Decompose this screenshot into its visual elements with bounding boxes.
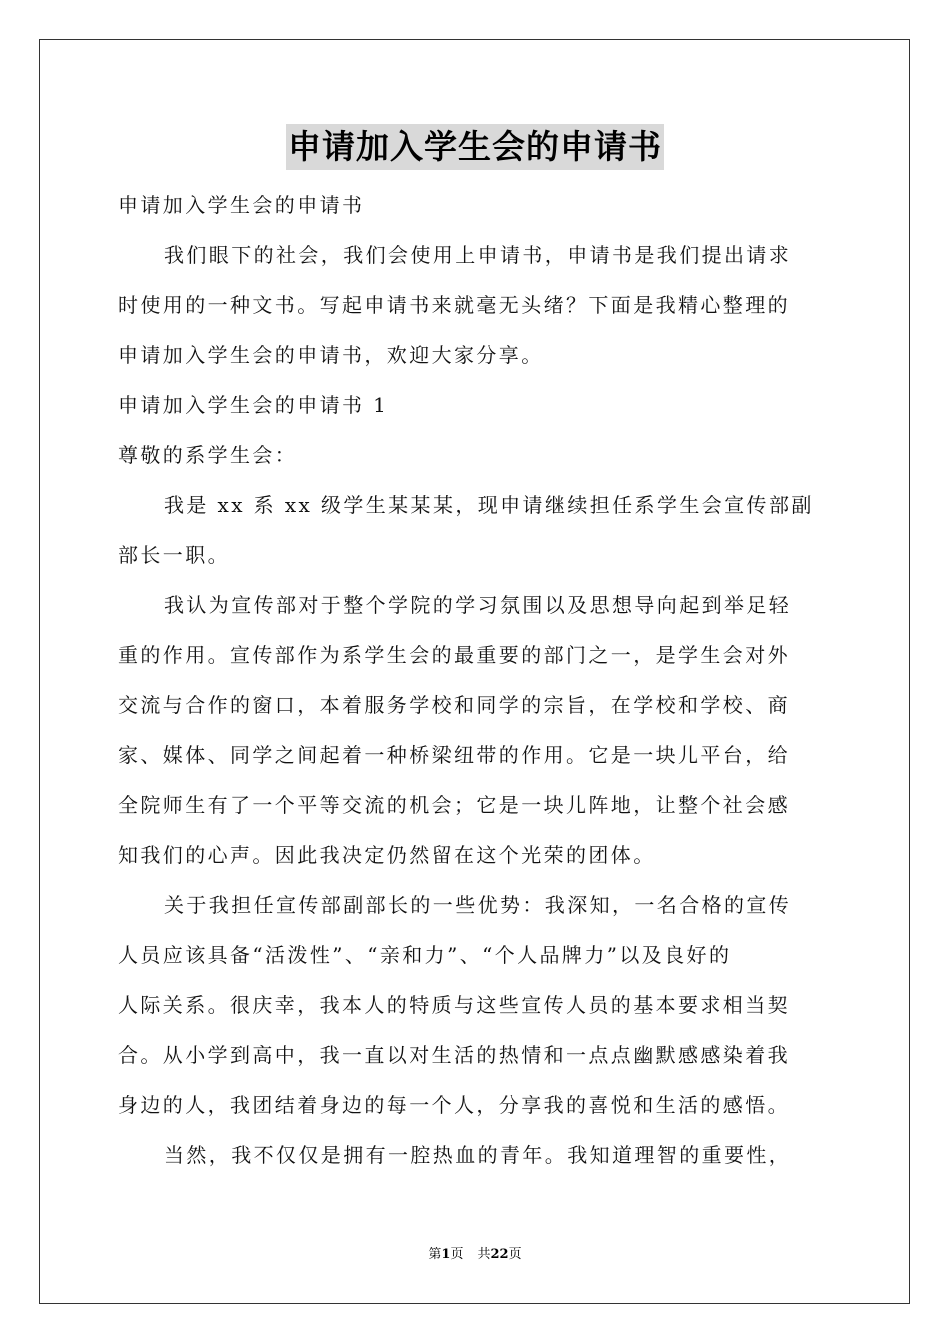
paragraph-line: 交流与合作的窗口，本着服务学校和同学的宗旨，在学校和学校、商 — [118, 693, 790, 717]
document-body — [118, 180, 834, 1180]
section-heading: 申请加入学生会的申请书 1 — [118, 393, 389, 417]
paragraph-line: 人际关系。很庆幸，我本人的特质与这些宣传人员的基本要求相当契 — [118, 993, 790, 1017]
paragraph-line: 部长一职。 — [118, 543, 230, 567]
paragraph-line: 人员应该具备“活泼性”、“亲和力”、“个人品牌力”以及良好的 — [118, 943, 732, 967]
page-prefix: 第 — [428, 1247, 442, 1262]
paragraph-line: 时使用的一种文书。写起申请书来就毫无头绪？下面是我精心整理的 — [118, 293, 790, 317]
paragraph-line: 知我们的心声。因此我决定仍然留在这个光荣的团体。 — [118, 843, 656, 867]
document-title: 申请加入学生会的申请书 — [286, 124, 664, 170]
salutation-line: 尊敬的系学生会： — [118, 443, 298, 467]
paragraph-line: 我认为宣传部对于整个学院的学习氛围以及思想导向起到举足轻 — [164, 593, 792, 617]
paragraph-line: 关于我担任宣传部副部长的一些优势：我深知，一名合格的宣传 — [164, 893, 792, 917]
paragraph-line: 重的作用。宣传部作为系学生会的最重要的部门之一，是学生会对外 — [118, 643, 790, 667]
paragraph-line: 申请加入学生会的申请书，欢迎大家分享。 — [118, 343, 544, 367]
paragraph-line: 我们眼下的社会，我们会使用上申请书，申请书是我们提出请求 — [164, 243, 792, 267]
paragraph-line: 全院师生有了一个平等交流的机会；它是一块儿阵地，让整个社会感 — [118, 793, 790, 817]
page-suffix: 页 — [450, 1247, 464, 1262]
paragraph-line: 合。从小学到高中，我一直以对生活的热情和一点点幽默感感染着我 — [118, 1043, 790, 1067]
paragraph-line: 家、媒体、同学之间起着一种桥梁纽带的作用。它是一块儿平台，给 — [118, 743, 790, 767]
total-suffix: 页 — [508, 1247, 522, 1262]
title-container — [0, 124, 950, 170]
page-number: 1 — [441, 1247, 451, 1262]
subtitle-line: 申请加入学生会的申请书 — [118, 193, 365, 217]
total-prefix: 共 — [477, 1247, 491, 1262]
total-pages: 22 — [490, 1247, 509, 1262]
paragraph-line: 当然，我不仅仅是拥有一腔热血的青年。我知道理智的重要性， — [164, 1143, 792, 1167]
paragraph-line: 身边的人，我团结着身边的每一个人，分享我的喜悦和生活的感悟。 — [118, 1093, 790, 1117]
paragraph-line: 我是 xx 系 xx 级学生某某某，现申请继续担任系学生会宣传部副 — [164, 493, 814, 517]
page-footer — [0, 1246, 950, 1264]
